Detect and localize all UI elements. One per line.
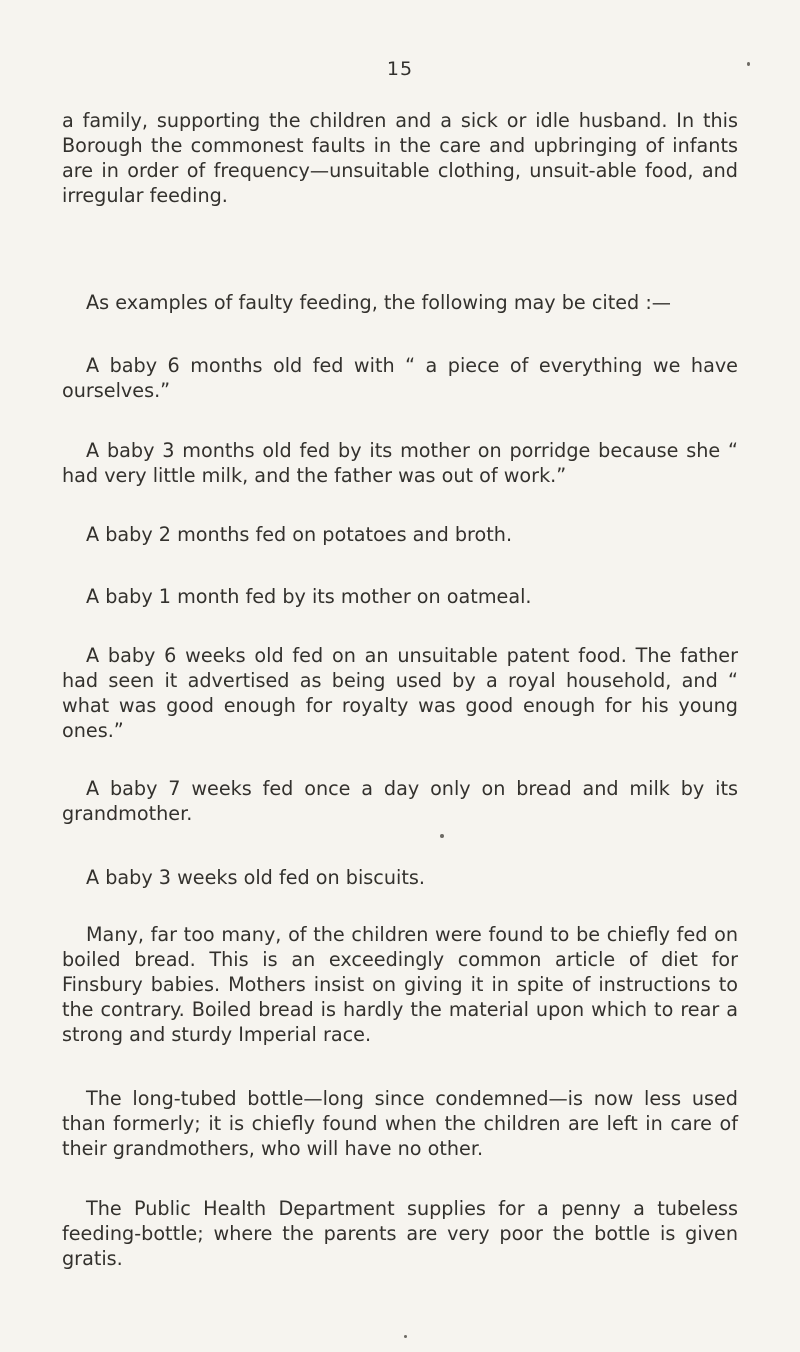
paragraph-example-6-months: A baby 6 months old fed with “ a piece of everything we have ourselves.” xyxy=(62,354,738,402)
paragraph-example-2-months: A baby 2 months fed on potatoes and broth. xyxy=(86,523,513,546)
paragraph-public-health: The Public Health Department supplies for a penny a tubeless feeding-bottle; where the parents are very poor the bottle is given gratis. xyxy=(62,1197,738,1270)
paragraph-example-6-weeks: A baby 6 weeks old fed on an unsuitable patent food. The father had seen it advertised as being used by a royal household, and “ what was good enough for royalty was good enough for his young ones.” xyxy=(62,644,738,742)
paragraph-example-3-weeks: A baby 3 weeks old fed on biscuits. xyxy=(86,866,425,889)
paragraph-example-1-month: A baby 1 month fed by its mother on oatmeal. xyxy=(86,585,532,608)
paragraph-examples-intro: As examples of faulty feeding, the following may be cited :— xyxy=(86,291,671,314)
paragraph-example-3-months: A baby 3 months old fed by its mother on porridge because she “ had very little milk, and the father was out of work.” xyxy=(62,439,738,487)
paper-speck xyxy=(440,834,444,838)
page-number: 15 xyxy=(386,58,414,80)
paper-speck xyxy=(747,62,750,66)
paragraph-family-faults: a family, supporting the children and a sick or idle husband. In this Borough the commonest faults in the care and upbringing of infants are in order of frequency—unsuitable clothing, unsuit-able food, and irregular feeding. xyxy=(62,109,738,207)
paragraph-example-7-weeks: A baby 7 weeks fed once a day only on bread and milk by its grandmother. xyxy=(62,777,738,825)
paper-speck xyxy=(404,1335,407,1338)
paragraph-long-tubed-bottle: The long-tubed bottle—long since condemned—is now less used than formerly; it is chiefly found when the children are left in care of their grandmothers, who will have no other. xyxy=(62,1087,738,1160)
paragraph-boiled-bread: Many, far too many, of the children were found to be chiefly fed on boiled bread. This is an exceedingly common article of diet for Finsbury babies. Mothers insist on giving it in spite of instructions to the contrary. Boiled bread is hardly the material upon which to rear a strong and sturdy Imperial race. xyxy=(62,923,738,1046)
